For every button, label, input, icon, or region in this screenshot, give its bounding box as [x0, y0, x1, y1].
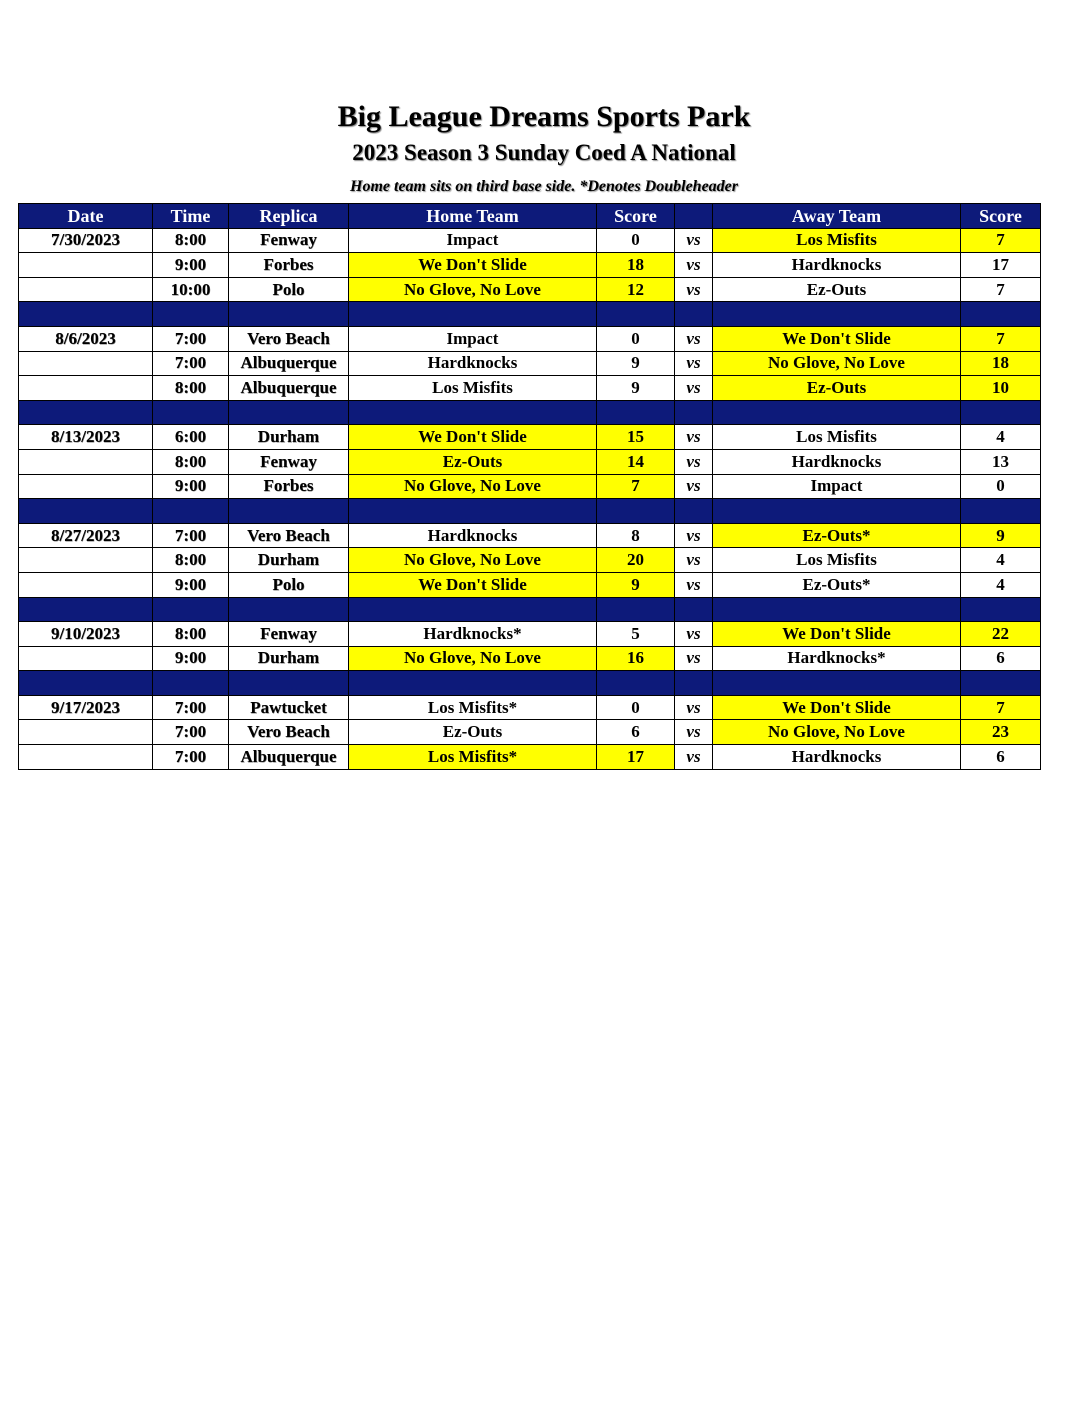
schedule-table	[18, 203, 1041, 770]
away-team: No Glove, No Love	[713, 351, 961, 376]
game-time: 8:00	[153, 376, 229, 401]
week-separator-row	[19, 302, 1041, 327]
home-score: 9	[597, 376, 675, 401]
header-row	[19, 204, 1041, 229]
replica-field: Fenway	[229, 622, 349, 647]
game-date: 9/17/2023	[19, 695, 153, 720]
home-team: No Glove, No Love	[349, 548, 597, 573]
game-date	[19, 376, 153, 401]
separator-cell	[713, 671, 961, 696]
game-date	[19, 646, 153, 671]
replica-field: Fenway	[229, 449, 349, 474]
away-score: 7	[961, 695, 1041, 720]
home-team: No Glove, No Love	[349, 646, 597, 671]
game-date	[19, 449, 153, 474]
game-row	[19, 695, 1041, 720]
away-team: Hardknocks*	[713, 646, 961, 671]
game-date	[19, 572, 153, 597]
home-team: We Don't Slide	[349, 572, 597, 597]
vs-label: vs	[675, 228, 713, 253]
home-team: Los Misfits*	[349, 745, 597, 770]
replica-field: Vero Beach	[229, 720, 349, 745]
game-time: 7:00	[153, 745, 229, 770]
separator-cell	[19, 499, 153, 524]
away-score: 18	[961, 351, 1041, 376]
home-score: 20	[597, 548, 675, 573]
home-score: 0	[597, 695, 675, 720]
vs-label: vs	[675, 277, 713, 302]
away-score: 4	[961, 425, 1041, 450]
away-score: 4	[961, 548, 1041, 573]
game-row	[19, 326, 1041, 351]
away-team: Hardknocks	[713, 253, 961, 278]
game-date: 8/13/2023	[19, 425, 153, 450]
vs-label: vs	[675, 253, 713, 278]
vs-label: vs	[675, 326, 713, 351]
separator-cell	[597, 400, 675, 425]
game-row	[19, 474, 1041, 499]
home-team: No Glove, No Love	[349, 277, 597, 302]
separator-cell	[675, 499, 713, 524]
game-date: 9/10/2023	[19, 622, 153, 647]
game-date	[19, 253, 153, 278]
away-team: We Don't Slide	[713, 695, 961, 720]
game-date: 8/27/2023	[19, 523, 153, 548]
home-score: 9	[597, 572, 675, 597]
separator-cell	[349, 400, 597, 425]
separator-cell	[229, 597, 349, 622]
home-score: 17	[597, 745, 675, 770]
vs-label: vs	[675, 449, 713, 474]
away-score: 7	[961, 228, 1041, 253]
home-team: We Don't Slide	[349, 425, 597, 450]
game-row	[19, 351, 1041, 376]
away-team: Ez-Outs*	[713, 523, 961, 548]
game-row	[19, 572, 1041, 597]
separator-cell	[229, 400, 349, 425]
game-time: 7:00	[153, 326, 229, 351]
replica-field: Forbes	[229, 474, 349, 499]
replica-field: Durham	[229, 646, 349, 671]
home-score: 18	[597, 253, 675, 278]
game-row	[19, 548, 1041, 573]
separator-cell	[961, 597, 1041, 622]
game-date	[19, 720, 153, 745]
home-team: Los Misfits	[349, 376, 597, 401]
separator-cell	[713, 400, 961, 425]
game-date	[19, 474, 153, 499]
vs-label: vs	[675, 548, 713, 573]
separator-cell	[713, 499, 961, 524]
game-date	[19, 277, 153, 302]
game-row	[19, 376, 1041, 401]
separator-cell	[229, 671, 349, 696]
separator-cell	[229, 499, 349, 524]
home-team: Ez-Outs	[349, 720, 597, 745]
separator-cell	[961, 302, 1041, 327]
away-score: 23	[961, 720, 1041, 745]
col-header-away-score: Score	[961, 204, 1041, 229]
separator-cell	[597, 671, 675, 696]
separator-cell	[675, 400, 713, 425]
vs-label: vs	[675, 622, 713, 647]
replica-field: Vero Beach	[229, 523, 349, 548]
game-time: 9:00	[153, 646, 229, 671]
week-separator-row	[19, 597, 1041, 622]
home-score: 15	[597, 425, 675, 450]
separator-cell	[349, 671, 597, 696]
season-subtitle: 2023 Season 3 Sunday Coed A National	[352, 140, 736, 165]
vs-label: vs	[675, 695, 713, 720]
home-score: 0	[597, 228, 675, 253]
game-time: 9:00	[153, 474, 229, 499]
home-score: 6	[597, 720, 675, 745]
replica-field: Forbes	[229, 253, 349, 278]
home-score: 8	[597, 523, 675, 548]
home-team: Hardknocks*	[349, 622, 597, 647]
game-row	[19, 449, 1041, 474]
separator-cell	[19, 671, 153, 696]
schedule-body	[19, 228, 1041, 769]
game-time: 10:00	[153, 277, 229, 302]
week-separator-row	[19, 671, 1041, 696]
separator-cell	[597, 597, 675, 622]
separator-cell	[349, 499, 597, 524]
separator-cell	[597, 499, 675, 524]
separator-cell	[19, 302, 153, 327]
game-row	[19, 253, 1041, 278]
col-header-away-team: Away Team	[713, 204, 961, 229]
away-team: No Glove, No Love	[713, 720, 961, 745]
away-team: Hardknocks	[713, 449, 961, 474]
vs-label: vs	[675, 745, 713, 770]
away-team: Los Misfits	[713, 425, 961, 450]
week-separator-row	[19, 499, 1041, 524]
separator-cell	[961, 499, 1041, 524]
away-score: 0	[961, 474, 1041, 499]
replica-field: Polo	[229, 277, 349, 302]
away-team: Ez-Outs	[713, 277, 961, 302]
game-date	[19, 548, 153, 573]
game-row	[19, 646, 1041, 671]
separator-cell	[597, 302, 675, 327]
away-score: 13	[961, 449, 1041, 474]
col-header-replica: Replica	[229, 204, 349, 229]
game-time: 7:00	[153, 523, 229, 548]
home-team: Impact	[349, 326, 597, 351]
away-team: Los Misfits	[713, 228, 961, 253]
game-time: 8:00	[153, 548, 229, 573]
replica-field: Albuquerque	[229, 745, 349, 770]
separator-cell	[349, 302, 597, 327]
home-score: 9	[597, 351, 675, 376]
separator-cell	[349, 597, 597, 622]
replica-field: Fenway	[229, 228, 349, 253]
away-score: 9	[961, 523, 1041, 548]
home-team: Los Misfits*	[349, 695, 597, 720]
game-row	[19, 228, 1041, 253]
game-time: 9:00	[153, 572, 229, 597]
away-score: 7	[961, 277, 1041, 302]
home-team: Impact	[349, 228, 597, 253]
home-team: Ez-Outs	[349, 449, 597, 474]
vs-label: vs	[675, 425, 713, 450]
game-date: 7/30/2023	[19, 228, 153, 253]
game-row	[19, 720, 1041, 745]
game-time: 8:00	[153, 228, 229, 253]
separator-cell	[153, 499, 229, 524]
separator-cell	[713, 597, 961, 622]
game-row	[19, 277, 1041, 302]
game-time: 6:00	[153, 425, 229, 450]
page-title: Big League Dreams Sports Park	[337, 100, 751, 133]
game-date	[19, 745, 153, 770]
away-team: Ez-Outs*	[713, 572, 961, 597]
away-team: Impact	[713, 474, 961, 499]
col-header-date: Date	[19, 204, 153, 229]
replica-field: Durham	[229, 425, 349, 450]
vs-label: vs	[675, 376, 713, 401]
separator-cell	[961, 671, 1041, 696]
replica-field: Vero Beach	[229, 326, 349, 351]
home-team: We Don't Slide	[349, 253, 597, 278]
separator-cell	[153, 400, 229, 425]
separator-cell	[153, 597, 229, 622]
schedule-note: Home team sits on third base side. *Denotes Doubleheader	[350, 178, 738, 195]
home-score: 12	[597, 277, 675, 302]
game-row	[19, 425, 1041, 450]
away-score: 17	[961, 253, 1041, 278]
separator-cell	[153, 302, 229, 327]
game-time: 9:00	[153, 253, 229, 278]
week-separator-row	[19, 400, 1041, 425]
home-score: 14	[597, 449, 675, 474]
game-time: 7:00	[153, 351, 229, 376]
vs-label: vs	[675, 572, 713, 597]
home-score: 16	[597, 646, 675, 671]
game-time: 8:00	[153, 622, 229, 647]
game-date	[19, 351, 153, 376]
away-score: 6	[961, 745, 1041, 770]
replica-field: Albuquerque	[229, 376, 349, 401]
col-header-time: Time	[153, 204, 229, 229]
home-score: 5	[597, 622, 675, 647]
col-header-home-score: Score	[597, 204, 675, 229]
away-team: Los Misfits	[713, 548, 961, 573]
game-time: 7:00	[153, 720, 229, 745]
away-team: Ez-Outs	[713, 376, 961, 401]
home-team: Hardknocks	[349, 523, 597, 548]
replica-field: Durham	[229, 548, 349, 573]
away-score: 4	[961, 572, 1041, 597]
vs-label: vs	[675, 646, 713, 671]
game-row	[19, 745, 1041, 770]
game-time: 8:00	[153, 449, 229, 474]
away-team: We Don't Slide	[713, 326, 961, 351]
game-date: 8/6/2023	[19, 326, 153, 351]
separator-cell	[713, 302, 961, 327]
col-header-vs	[675, 204, 713, 229]
separator-cell	[675, 302, 713, 327]
away-score: 7	[961, 326, 1041, 351]
separator-cell	[19, 400, 153, 425]
separator-cell	[961, 400, 1041, 425]
away-score: 6	[961, 646, 1041, 671]
separator-cell	[675, 597, 713, 622]
game-time: 7:00	[153, 695, 229, 720]
col-header-home-team: Home Team	[349, 204, 597, 229]
away-team: Hardknocks	[713, 745, 961, 770]
game-row	[19, 523, 1041, 548]
home-team: No Glove, No Love	[349, 474, 597, 499]
separator-cell	[153, 671, 229, 696]
vs-label: vs	[675, 720, 713, 745]
away-score: 10	[961, 376, 1041, 401]
away-score: 22	[961, 622, 1041, 647]
separator-cell	[19, 597, 153, 622]
home-team: Hardknocks	[349, 351, 597, 376]
home-score: 0	[597, 326, 675, 351]
vs-label: vs	[675, 351, 713, 376]
separator-cell	[229, 302, 349, 327]
replica-field: Pawtucket	[229, 695, 349, 720]
replica-field: Polo	[229, 572, 349, 597]
replica-field: Albuquerque	[229, 351, 349, 376]
separator-cell	[675, 671, 713, 696]
game-row	[19, 622, 1041, 647]
vs-label: vs	[675, 523, 713, 548]
away-team: We Don't Slide	[713, 622, 961, 647]
vs-label: vs	[675, 474, 713, 499]
home-score: 7	[597, 474, 675, 499]
